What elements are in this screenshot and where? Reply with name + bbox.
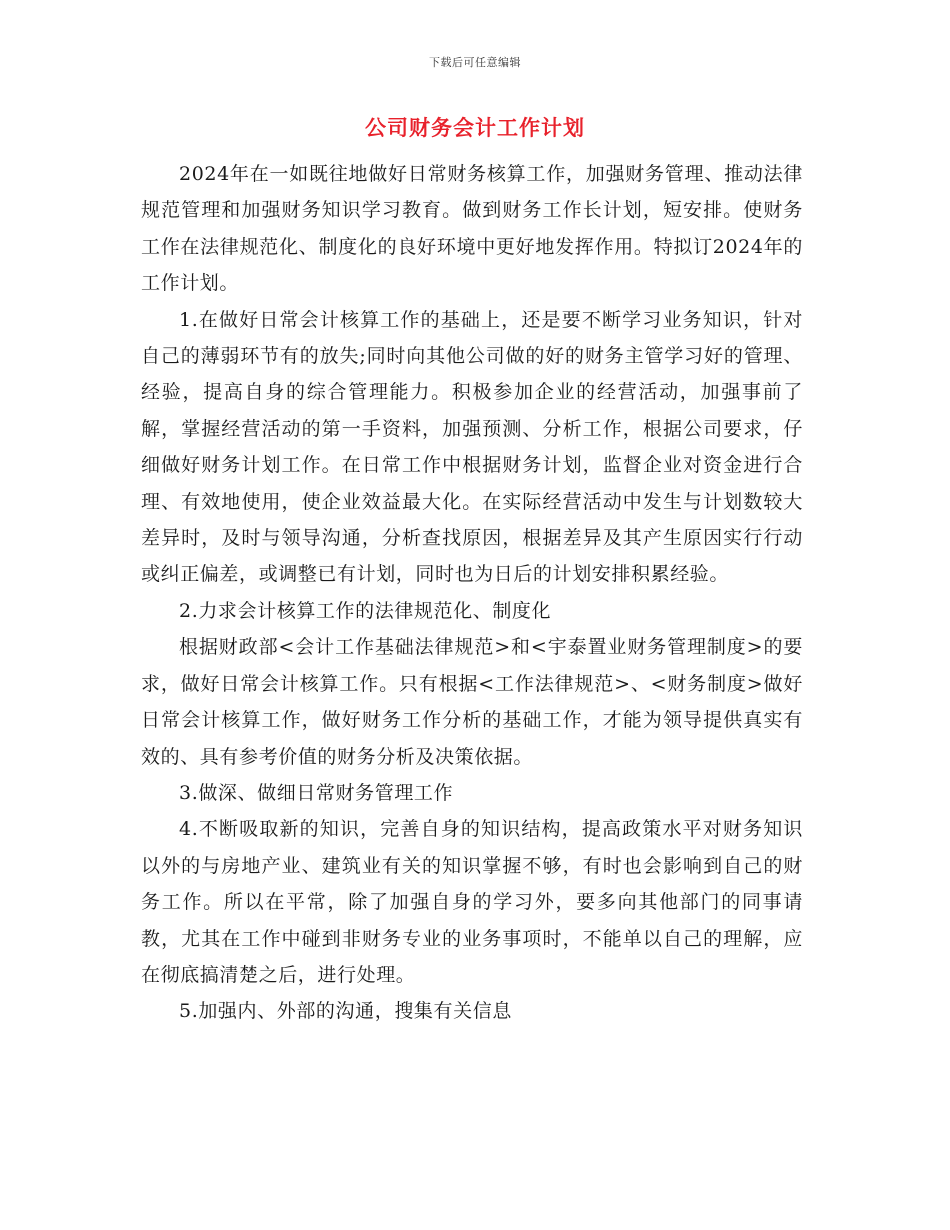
- paragraph-item-2-body: 根据财政部<会计工作基础法律规范>和<宇泰置业财务管理制度>的要求，做好日常会计核算工作。只有根据<工作法律规范>、<财务制度>做好日常会计核算工作，做好财务工作分析的基础工作，才能为领导提供真实有效的、具有参考价值的财务分析及决策依据。: [141, 636, 803, 768]
- paragraph-item-5-heading: 5.加强内、外部的沟通，搜集有关信息: [179, 1000, 512, 1023]
- paragraph-item-2-heading: 2.力求会计核算工作的法律规范化、制度化: [179, 599, 552, 622]
- document-body: [141, 156, 803, 1030]
- document-title: 公司财务会计工作计划: [365, 115, 585, 140]
- paragraph-item-3-heading: 3.做深、做细日常财务管理工作: [179, 781, 454, 804]
- paragraph-item-4: 4.不断吸取新的知识，完善自身的知识结构，提高政策水平对财务知识以外的与房地产业、建筑业有关的知识掌握不够，有时也会影响到自己的财务工作。所以在平常，除了加强自身的学习外，要多向其他部门的同事请教，尤其在工作中碰到非财务专业的业务事项时，不能单以自己的理解，应在彻底搞清楚之后，进行处理。: [141, 818, 803, 986]
- paragraph-item-1: 1.在做好日常会计核算工作的基础上，还是要不断学习业务知识，针对自己的薄弱环节有的放失;同时向其他公司做的好的财务主管学习好的管理、经验，提高自身的综合管理能力。积极参加企业的经营活动，加强事前了解，掌握经营活动的第一手资料，加强预测、分析工作，根据公司要求，仔细做好财务计划工作。在日常工作中根据财务计划，监督企业对资金进行合理、有效地使用，使企业效益最大化。在实际经营活动中发生与计划数较大差异时，及时与领导沟通，分析查找原因，根据差异及其产生原因实行行动或纠正偏差，或调整已有计划，同时也为日后的计划安排积累经验。: [141, 308, 803, 586]
- paragraph-intro: 2024年在一如既往地做好日常财务核算工作，加强财务管理、推动法律规范管理和加强财务知识学习教育。做到财务工作长计划，短安排。使财务工作在法律规范化、制度化的良好环境中更好地发挥作用。特拟订2024年的工作计划。: [141, 163, 803, 295]
- header-note: 下载后可任意编辑: [429, 56, 521, 69]
